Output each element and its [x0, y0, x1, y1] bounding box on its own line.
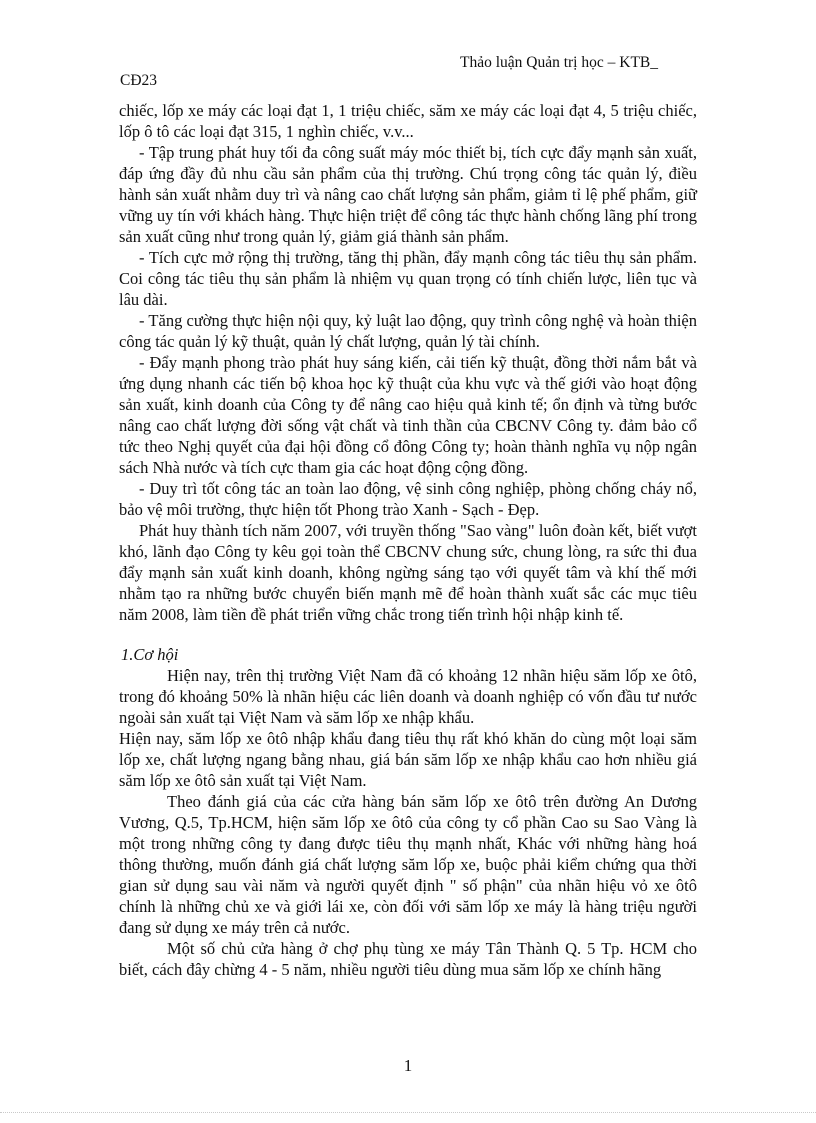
paragraph-imports: Hiện nay, săm lốp xe ôtô nhập khẩu đang tiêu thụ rất khó khăn do cùng một loại săm lốp xe, chất lượng ngang bằng nhau, giá bán săm lốp xe nhập khẩu cao hơn nhiều giá săm lốp xe ôtô sản xuất tại Việt Nam.: [119, 729, 697, 790]
bullet-capacity: - Tập trung phát huy tối đa công suất máy móc thiết bị, tích cực đẩy mạnh sản xuất, đáp ứng đầy đủ nhu cầu sản phẩm của thị trường. Chú trọng công tác quản lý, điều hành sản xuất nhằm duy trì và nâng cao chất lượng sản phẩm, giảm tỉ lệ phế phẩm, giữ vững uy tín với khách hàng. Thực hiện triệt để công tác thực hành chống lãng phí trong sản xuất cũng như trong quản lý, giảm giá thành sản phẩm.: [119, 143, 697, 246]
section-heading-opportunity: 1.Cơ hội: [121, 645, 179, 664]
paragraph-continuation: chiếc, lốp xe máy các loại đạt 1, 1 triệu chiếc, săm xe máy các loại đạt 4, 5 triệu chiếc, lốp ô tô các loại đạt 315, 1 nghìn chiếc, v.v...: [119, 101, 697, 141]
page-number: 1: [403, 1056, 413, 1075]
bullet-market: - Tích cực mở rộng thị trường, tăng thị phần, đẩy mạnh công tác tiêu thụ sản phẩm. Coi công tác tiêu thụ sản phẩm là nhiệm vụ quan trọng có tính chiến lược, liên tục và lâu dài.: [119, 248, 697, 309]
paragraph-store-review: Theo đánh giá của các cửa hàng bán săm lốp xe ôtô trên đường An Dương Vương, Q.5, Tp.HCM, hiện săm lốp xe ôtô của công ty cổ phần Cao su Sao Vàng là một trong những công ty đang được tiêu thụ mạnh nhất, Khác với những hàng hoá thông thường, muốn đánh giá chất lượng săm lốp xe, buộc phải kiểm chứng qua thời gian sử dụng sau vài năm và người quyết định " số phận" của nhãn hiệu vỏ xe ôtô chính là những chủ xe và giới lái xe, còn đối với săm lốp xe máy là hàng triệu người đang sử dụng xe máy trên cả nước.: [119, 792, 697, 937]
running-header-title: Thảo luận Quản trị học – KTB_: [459, 54, 658, 71]
paragraph-market-brands: Hiện nay, trên thị trường Việt Nam đã có khoảng 12 nhãn hiệu săm lốp xe ôtô, trong đó khoảng 50% là nhãn hiệu các liên doanh và doanh nghiệp có vốn đầu tư nước ngoài sản xuất tại Việt Nam và săm lốp xe nhập khẩu.: [119, 666, 697, 727]
paragraph-tan-thanh-market: Một số chủ cửa hàng ở chợ phụ tùng xe máy Tân Thành Q. 5 Tp. HCM cho biết, cách đây chừng 4 - 5 năm, nhiều người tiêu dùng mua săm lốp xe chính hãng: [119, 939, 697, 979]
document-body: [119, 100, 697, 980]
page-bottom-divider: [0, 1112, 816, 1113]
bullet-discipline: - Tăng cường thực hiện nội quy, kỷ luật lao động, quy trình công nghệ và hoàn thiện công tác quản lý kỹ thuật, quản lý chất lượng, quản lý tài chính.: [119, 311, 697, 351]
bullet-safety: - Duy trì tốt công tác an toàn lao động, vệ sinh công nghiệp, phòng chống cháy nổ, bảo vệ môi trường, thực hiện tốt Phong trào Xanh - Sạch - Đẹp.: [119, 479, 697, 519]
bullet-innovation: - Đẩy mạnh phong trào phát huy sáng kiến, cải tiến kỹ thuật, đồng thời nắm bắt và ứng dụng nhanh các tiến bộ khoa học kỹ thuật của khu vực và thế giới vào hoạt động sản xuất, kinh doanh của Công ty để nâng cao hiệu quả kinh tế; ổn định và từng bước nâng cao chất lượng đời sống vật chất và tinh thần của CBCNV Công ty. đảm bảo cổ tức theo Nghị quyết của đại hội đồng cổ đông Công ty; hoàn thành nghĩa vụ nộp ngân sách Nhà nước và tích cực tham gia các hoạt động cộng đồng.: [119, 353, 697, 477]
paragraph-goals-2008: Phát huy thành tích năm 2007, với truyền thống "Sao vàng" luôn đoàn kết, biết vượt khó, lãnh đạo Công ty kêu gọi toàn thể CBCNV chung sức, chung lòng, ra sức thi đua đẩy mạnh sản xuất kinh doanh, không ngừng sáng tạo với quyết tâm và khí thế mới nhằm tạo ra những bước chuyển biến mạnh mẽ để hoàn thành xuất sắc các mục tiêu năm 2008, làm tiền đề phát triển vững chắc trong tiến trình hội nhập kinh tế.: [119, 521, 697, 624]
running-header-code: CĐ23: [120, 72, 158, 89]
